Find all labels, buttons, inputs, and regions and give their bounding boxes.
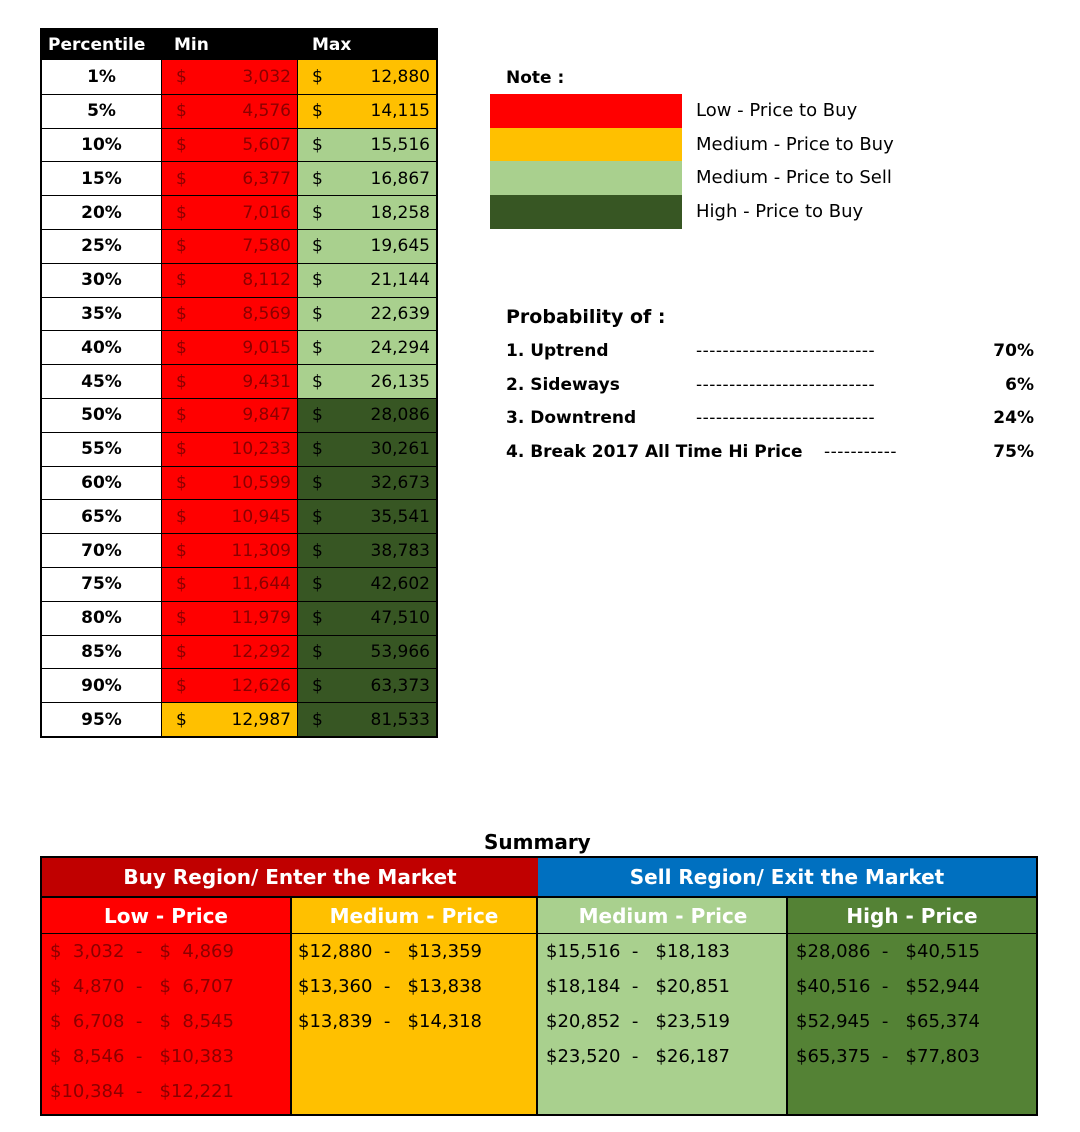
percentile-cell: 85%	[42, 636, 162, 669]
currency-symbol: $	[176, 506, 187, 527]
currency-symbol: $	[176, 675, 187, 696]
currency-symbol: $	[176, 202, 187, 223]
currency-symbol: $	[312, 134, 323, 155]
price-column-header: Medium - Price	[290, 898, 538, 934]
price-column-header: High - Price	[788, 898, 1036, 934]
max-cell	[298, 95, 436, 128]
probability-item	[506, 408, 1034, 438]
probability-title: Probability of :	[506, 306, 666, 328]
summary-table	[40, 856, 1038, 1116]
currency-symbol: $	[312, 405, 323, 426]
percentile-cell: 30%	[42, 264, 162, 297]
min-cell	[162, 669, 298, 702]
price-range: $13,360 - $13,838	[298, 976, 482, 997]
currency-symbol: $	[176, 540, 187, 561]
max-value: 53,966	[370, 641, 430, 662]
max-value: 15,516	[370, 134, 430, 155]
percentile-cell: 55%	[42, 433, 162, 466]
max-value: 14,115	[370, 101, 430, 122]
percentile-cell: 50%	[42, 399, 162, 432]
currency-symbol: $	[176, 709, 187, 730]
currency-symbol: $	[312, 439, 323, 460]
sell-region-header: Sell Region/ Exit the Market	[538, 858, 1036, 898]
currency-symbol: $	[176, 641, 187, 662]
price-range: $15,516 - $18,183	[546, 941, 730, 962]
min-value: 5,607	[242, 134, 291, 155]
price-range: $20,852 - $23,519	[546, 1011, 730, 1032]
price-column-header: Medium - Price	[538, 898, 788, 934]
max-cell	[298, 129, 436, 162]
min-value: 10,233	[231, 439, 291, 460]
probability-item	[506, 375, 1034, 405]
min-value: 4,576	[242, 101, 291, 122]
min-cell	[162, 399, 298, 432]
max-cell	[298, 636, 436, 669]
price-range-column	[42, 934, 290, 1114]
table-row	[42, 702, 436, 736]
currency-symbol: $	[176, 371, 187, 392]
max-cell	[298, 500, 436, 533]
min-cell	[162, 230, 298, 263]
min-cell	[162, 534, 298, 567]
table-row	[42, 195, 436, 229]
max-value: 32,673	[370, 472, 430, 493]
currency-symbol: $	[312, 101, 323, 122]
percentile-cell: 25%	[42, 230, 162, 263]
min-value: 6,377	[242, 168, 291, 189]
legend-label: Low - Price to Buy	[696, 100, 858, 121]
price-range: $10,384 - $12,221	[50, 1081, 234, 1102]
max-cell	[298, 669, 436, 702]
min-value: 9,015	[242, 337, 291, 358]
percentile-cell: 1%	[42, 60, 162, 94]
min-value: 8,112	[242, 270, 291, 291]
table-row	[42, 533, 436, 567]
max-value: 19,645	[370, 236, 430, 257]
max-value: 30,261	[370, 439, 430, 460]
currency-symbol: $	[312, 709, 323, 730]
currency-symbol: $	[312, 337, 323, 358]
max-cell	[298, 568, 436, 601]
currency-symbol: $	[312, 472, 323, 493]
currency-symbol: $	[176, 236, 187, 257]
max-value: 63,373	[370, 675, 430, 696]
max-cell	[298, 534, 436, 567]
table-row	[42, 668, 436, 702]
min-value: 3,032	[242, 66, 291, 87]
table-row	[42, 60, 436, 94]
percentile-cell: 60%	[42, 467, 162, 500]
min-cell	[162, 500, 298, 533]
column-divider	[786, 898, 788, 1114]
currency-symbol: $	[312, 236, 323, 257]
max-value: 18,258	[370, 202, 430, 223]
min-cell	[162, 365, 298, 398]
currency-symbol: $	[312, 675, 323, 696]
table-row	[42, 128, 436, 162]
percentile-cell: 75%	[42, 568, 162, 601]
max-value: 38,783	[370, 540, 430, 561]
currency-symbol: $	[312, 202, 323, 223]
percentile-cell: 15%	[42, 162, 162, 195]
min-value: 11,979	[231, 608, 291, 629]
buy-region-header: Buy Region/ Enter the Market	[42, 858, 538, 898]
price-range: $ 3,032 - $ 4,869	[50, 941, 234, 962]
percentile-table	[40, 28, 438, 738]
currency-symbol: $	[312, 270, 323, 291]
percentile-cell: 80%	[42, 602, 162, 635]
min-value: 10,599	[231, 472, 291, 493]
min-cell	[162, 162, 298, 195]
max-value: 26,135	[370, 371, 430, 392]
probability-value: 70%	[993, 341, 1034, 361]
price-range-column	[788, 934, 1036, 1114]
max-value: 28,086	[370, 405, 430, 426]
summary-title: Summary	[484, 830, 591, 854]
min-cell	[162, 298, 298, 331]
min-cell	[162, 196, 298, 229]
price-range: $28,086 - $40,515	[796, 941, 980, 962]
column-divider	[536, 898, 538, 1114]
min-value: 7,580	[242, 236, 291, 257]
price-column-header: Low - Price	[42, 898, 290, 934]
max-value: 24,294	[370, 337, 430, 358]
currency-symbol: $	[176, 337, 187, 358]
min-cell	[162, 331, 298, 364]
price-range: $ 8,546 - $10,383	[50, 1046, 234, 1067]
currency-symbol: $	[176, 439, 187, 460]
percentile-cell: 5%	[42, 95, 162, 128]
max-value: 35,541	[370, 506, 430, 527]
currency-symbol: $	[176, 608, 187, 629]
price-range: $40,516 - $52,944	[796, 976, 980, 997]
max-value: 42,602	[370, 574, 430, 595]
price-range: $18,184 - $20,851	[546, 976, 730, 997]
price-range: $52,945 - $65,374	[796, 1011, 980, 1032]
percentile-cell: 35%	[42, 298, 162, 331]
table-row	[42, 432, 436, 466]
percentile-cell: 10%	[42, 129, 162, 162]
percentile-cell: 95%	[42, 703, 162, 736]
legend-swatch	[490, 94, 682, 128]
max-cell	[298, 196, 436, 229]
table-row	[42, 297, 436, 331]
currency-symbol: $	[176, 101, 187, 122]
probability-leader: ---------------------------	[696, 374, 876, 395]
table-row	[42, 635, 436, 669]
probability-label: 2. Sideways	[506, 374, 620, 395]
column-divider	[290, 898, 292, 1114]
probability-label: 3. Downtrend	[506, 408, 637, 428]
max-value: 47,510	[370, 608, 430, 629]
table-row	[42, 263, 436, 297]
currency-symbol: $	[312, 574, 323, 595]
percentile-cell: 65%	[42, 500, 162, 533]
min-cell	[162, 568, 298, 601]
max-cell	[298, 433, 436, 466]
max-cell	[298, 703, 436, 736]
currency-symbol: $	[312, 641, 323, 662]
probability-value: 24%	[993, 408, 1034, 428]
price-range: $ 6,708 - $ 8,545	[50, 1011, 234, 1032]
max-cell	[298, 331, 436, 364]
min-cell	[162, 703, 298, 736]
min-value: 10,945	[231, 506, 291, 527]
currency-symbol: $	[176, 574, 187, 595]
probability-item	[506, 442, 1034, 472]
min-value: 8,569	[242, 303, 291, 324]
min-value: 11,309	[231, 540, 291, 561]
max-cell	[298, 230, 436, 263]
currency-symbol: $	[176, 405, 187, 426]
header-min: Min	[174, 35, 209, 55]
percentile-table-header	[42, 30, 436, 60]
min-cell	[162, 129, 298, 162]
percentile-cell: 40%	[42, 331, 162, 364]
max-value: 16,867	[370, 168, 430, 189]
table-row	[42, 499, 436, 533]
max-value: 81,533	[370, 709, 430, 730]
currency-symbol: $	[176, 168, 187, 189]
max-value: 22,639	[370, 303, 430, 324]
probability-leader: -----------	[824, 441, 897, 462]
percentile-cell: 70%	[42, 534, 162, 567]
currency-symbol: $	[312, 66, 323, 87]
price-range: $23,520 - $26,187	[546, 1046, 730, 1067]
max-cell	[298, 399, 436, 432]
min-cell	[162, 467, 298, 500]
min-cell	[162, 95, 298, 128]
max-value: 12,880	[370, 66, 430, 87]
min-value: 9,431	[242, 371, 291, 392]
currency-symbol: $	[312, 303, 323, 324]
currency-symbol: $	[312, 506, 323, 527]
max-value: 21,144	[370, 270, 430, 291]
max-cell	[298, 162, 436, 195]
min-cell	[162, 264, 298, 297]
max-cell	[298, 467, 436, 500]
currency-symbol: $	[176, 270, 187, 291]
table-row	[42, 229, 436, 263]
header-max: Max	[312, 35, 352, 55]
min-value: 7,016	[242, 202, 291, 223]
price-range: $65,375 - $77,803	[796, 1046, 980, 1067]
percentile-cell: 20%	[42, 196, 162, 229]
probability-leader: ---------------------------	[696, 341, 876, 361]
percentile-cell: 90%	[42, 669, 162, 702]
currency-symbol: $	[176, 134, 187, 155]
min-value: 12,626	[231, 675, 291, 696]
legend-swatch	[490, 161, 682, 195]
price-range: $ 4,870 - $ 6,707	[50, 976, 234, 997]
max-cell	[298, 602, 436, 635]
table-row	[42, 364, 436, 398]
table-row	[42, 567, 436, 601]
legend-label: High - Price to Buy	[696, 201, 864, 223]
probability-value: 75%	[993, 441, 1034, 462]
price-range: $12,880 - $13,359	[298, 941, 482, 962]
table-row	[42, 466, 436, 500]
max-cell	[298, 298, 436, 331]
percentile-cell: 45%	[42, 365, 162, 398]
probability-value: 6%	[1005, 374, 1034, 395]
probability-item	[506, 341, 1034, 371]
currency-symbol: $	[312, 168, 323, 189]
header-percentile: Percentile	[48, 35, 146, 55]
currency-symbol: $	[176, 472, 187, 493]
max-cell	[298, 60, 436, 94]
min-value: 9,847	[242, 405, 291, 426]
table-row	[42, 161, 436, 195]
currency-symbol: $	[312, 540, 323, 561]
percentile-table-body	[42, 60, 436, 736]
currency-symbol: $	[176, 66, 187, 87]
price-range-column	[538, 934, 788, 1114]
min-cell	[162, 433, 298, 466]
currency-symbol: $	[312, 608, 323, 629]
legend-swatch	[490, 195, 682, 229]
table-row	[42, 398, 436, 432]
min-value: 12,987	[231, 709, 291, 730]
min-value: 12,292	[231, 641, 291, 662]
table-row	[42, 330, 436, 364]
table-row	[42, 601, 436, 635]
probability-label: 4. Break 2017 All Time Hi Price	[506, 441, 803, 462]
currency-symbol: $	[176, 303, 187, 324]
probability-leader: ---------------------------	[696, 408, 876, 428]
table-row	[42, 94, 436, 128]
price-range: $13,839 - $14,318	[298, 1011, 482, 1032]
legend-swatch	[490, 128, 682, 162]
min-cell	[162, 636, 298, 669]
legend-label: Medium - Price to Sell	[696, 167, 892, 189]
note-title: Note :	[506, 68, 565, 88]
currency-symbol: $	[312, 371, 323, 392]
probability-label: 1. Uptrend	[506, 341, 609, 361]
min-cell	[162, 60, 298, 94]
legend-label: Medium - Price to Buy	[696, 133, 894, 155]
min-value: 11,644	[231, 574, 291, 595]
max-cell	[298, 365, 436, 398]
max-cell	[298, 264, 436, 297]
price-range-column	[290, 934, 538, 1114]
min-cell	[162, 602, 298, 635]
